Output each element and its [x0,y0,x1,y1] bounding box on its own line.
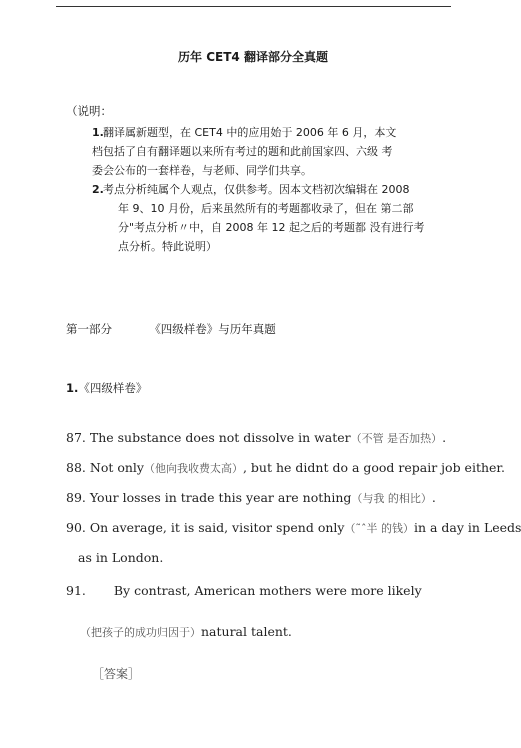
question-hint: （˜ˆ半 的钱） [344,522,414,535]
question-tail: , but he didnt do a good repair job either. [242,460,505,475]
question-91 [66,583,422,598]
question-number: 90. [66,520,86,535]
question-number: 89. [66,490,86,505]
question-tail: in a day in Leeds [413,520,521,535]
question-text: By contrast, American mothers were more likely [113,583,422,598]
note-item-1-line-3: 委会公布的一套样卷，与老师、同学们共享。 [92,164,312,177]
note-open: （说明： [66,104,112,118]
question-text: Not only [89,460,144,475]
question-text: On average, it is said, visitor spend only [89,520,345,535]
section-heading [66,321,276,337]
question-91-continuation [80,624,292,640]
question-number: 87. [66,430,86,445]
question-hint: （不管 是否加热） [350,432,443,445]
question-text: Your losses in trade this year are nothing [89,490,352,505]
top-rule [56,6,451,7]
answer-label: ［答案］ [92,667,141,681]
note-item-2-line-1: 考点分析纯属个人观点，仅供参考。因本文档初次编辑在 2008 [103,183,410,196]
question-90-continuation: as in London. [78,550,164,565]
subsection-heading [66,380,147,396]
note-item-2-line-2: 年 9、10 月份，后来虽然所有的考题都收录了，但在 第二部 [118,202,414,215]
note-item-1-line-1: 翻译属新题型，在 CET4 中的应用始于 2006 年 6 月，本文 [103,126,397,139]
question-hint: （他向我收费太高） [143,462,243,475]
subsection-title: 《四级样卷》 [78,381,148,395]
question-number: 91. [66,583,86,598]
note-item-2-line-4: 点分析。特此说明） [118,240,217,253]
note-item-2-number: 2. [92,183,104,196]
question-hint: （与我 的相比） [351,492,432,505]
question-88 [66,460,505,476]
note-item-2-line-3: 分"考点分析〃中，自 2008 年 12 起之后的考题都 没有进行考 [118,221,425,234]
question-hint: （把孩子的成功归因于） [80,626,201,639]
page-title: 历年 CET4 翻译部分全真题 [178,50,328,64]
question-text: The substance does not dissolve in water [89,430,351,445]
section-label: 第一部分 [66,322,112,336]
subsection-number: 1. [66,381,79,395]
question-89 [66,490,436,506]
note-item-1-line-2: 档包括了自有翻译题以来所有考过的题和此前国家四、六级 考 [92,145,393,158]
question-tail: . [431,490,436,505]
question-number: 88. [66,460,86,475]
note-item-1-number: 1. [92,126,104,139]
section-title: 《四级样卷》与历年真题 [149,322,276,336]
question-tail: natural talent. [201,624,292,639]
question-87 [66,430,446,446]
question-90 [66,520,521,536]
question-tail: . [442,430,447,445]
